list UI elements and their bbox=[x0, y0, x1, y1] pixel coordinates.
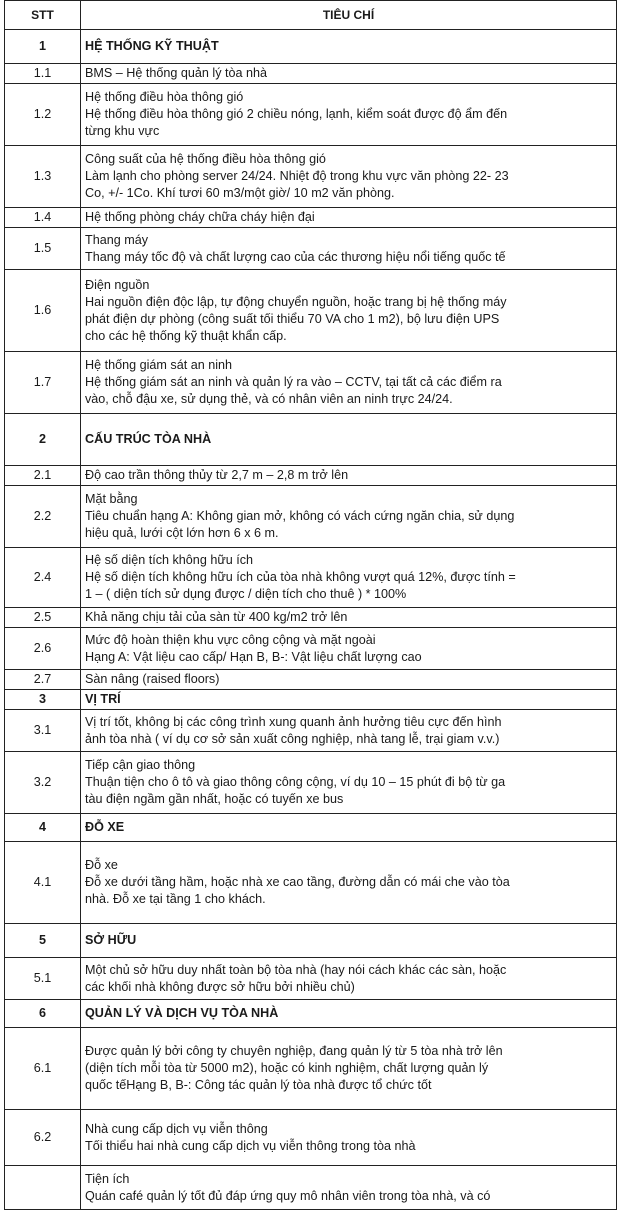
criteria-line: BMS – Hệ thống quản lý tòa nhà bbox=[85, 66, 268, 80]
criteria-table bbox=[4, 0, 617, 1210]
criteria-line: hiệu quả, lưới cột lớn hơn 6 x 6 m. bbox=[85, 526, 279, 540]
criteria-line: Được quản lý bởi công ty chuyên nghiệp, đang quản lý từ 5 tòa nhà trở lên bbox=[85, 1044, 503, 1058]
criteria-line: Hạng A: Vật liệu cao cấp/ Hạn B, B-: Vật liệu chất lượng cao bbox=[85, 649, 422, 664]
table-row bbox=[5, 84, 617, 146]
row-number: 2.1 bbox=[5, 466, 81, 486]
column-header-criteria: TIÊU CHÍ bbox=[81, 1, 617, 30]
criteria-text bbox=[81, 608, 617, 628]
column-header-stt: STT bbox=[5, 1, 81, 30]
table-header-row bbox=[5, 1, 617, 30]
table-row bbox=[5, 352, 617, 414]
row-number: 1.5 bbox=[5, 228, 81, 270]
row-number: 1.6 bbox=[5, 270, 81, 352]
criteria-line: Co, +/- 1Co. Khí tươi 60 m3/một giờ/ 10 m2 văn phòng. bbox=[85, 186, 395, 200]
row-number: 6.1 bbox=[5, 1028, 81, 1110]
row-number: 1.1 bbox=[5, 64, 81, 84]
criteria-line: Hệ số diện tích không hữu ích của tòa nhà không vượt quá 12%, được tính = bbox=[85, 570, 516, 584]
row-number: 4 bbox=[5, 814, 81, 842]
criteria-line: từng khu vực bbox=[85, 124, 160, 138]
section-row bbox=[5, 1000, 617, 1028]
criteria-line: vào, chỗ đậu xe, sử dụng thẻ, và có nhân viên an ninh trực 24/24. bbox=[85, 392, 453, 406]
criteria-text bbox=[81, 84, 617, 146]
criteria-line: HỆ THỐNG KỸ THUẬT bbox=[85, 39, 219, 53]
table-row bbox=[5, 228, 617, 270]
criteria-line: quốc tếHạng B, B-: Công tác quản lý tòa nhà được tổ chức tốt bbox=[85, 1078, 432, 1092]
row-number: 1 bbox=[5, 30, 81, 64]
section-title bbox=[81, 690, 617, 710]
criteria-line: các khối nhà không được sở hữu bởi nhiều chủ) bbox=[85, 979, 355, 994]
table-row bbox=[5, 270, 617, 352]
row-number bbox=[5, 1166, 81, 1210]
criteria-line: nhà. Đỗ xe tại tầng 1 cho khách. bbox=[85, 892, 266, 906]
criteria-line: Nhà cung cấp dịch vụ viễn thông bbox=[85, 1121, 268, 1136]
row-number: 6.2 bbox=[5, 1110, 81, 1166]
row-number: 2.6 bbox=[5, 628, 81, 670]
row-number: 3 bbox=[5, 690, 81, 710]
criteria-line: Mức độ hoàn thiện khu vực công cộng và mặt ngoài bbox=[85, 632, 376, 647]
criteria-line: Tiếp cận giao thông bbox=[85, 758, 196, 772]
criteria-line: Sàn nâng (raised floors) bbox=[85, 672, 220, 686]
table-row bbox=[5, 842, 617, 924]
section-row bbox=[5, 414, 617, 466]
criteria-text bbox=[81, 146, 617, 208]
criteria-line: (diện tích mỗi tòa từ 5000 m2), hoặc có kinh nghiệm, chất lượng quản lý bbox=[85, 1061, 489, 1075]
table-row bbox=[5, 466, 617, 486]
section-title bbox=[81, 1000, 617, 1028]
criteria-line: Hệ số diện tích không hữu ích bbox=[85, 553, 254, 567]
row-number: 1.2 bbox=[5, 84, 81, 146]
criteria-line: Hai nguồn điện độc lập, tự động chuyển nguồn, hoặc trang bị hệ thống máy bbox=[85, 294, 507, 309]
criteria-line: Hệ thống phòng cháy chữa cháy hiện đại bbox=[85, 210, 315, 224]
criteria-line: CẤU TRÚC TÒA NHÀ bbox=[85, 432, 212, 446]
section-title bbox=[81, 814, 617, 842]
criteria-line: Hệ thống giám sát an ninh bbox=[85, 358, 233, 372]
criteria-line: Vị trí tốt, không bị các công trình xung quanh ảnh hưởng tiêu cực đến hình bbox=[85, 714, 502, 729]
table-row bbox=[5, 208, 617, 228]
table-row bbox=[5, 752, 617, 814]
section-title bbox=[81, 924, 617, 958]
row-number: 1.7 bbox=[5, 352, 81, 414]
criteria-line: Thuận tiện cho ô tô và giao thông công cộng, ví dụ 10 – 15 phút đi bộ từ ga bbox=[85, 775, 506, 789]
row-number: 4.1 bbox=[5, 842, 81, 924]
criteria-line: Một chủ sở hữu duy nhất toàn bộ tòa nhà (hay nói cách khác các sàn, hoặc bbox=[85, 962, 507, 977]
criteria-line: Làm lạnh cho phòng server 24/24. Nhiệt độ trong khu vực văn phòng 22- 23 bbox=[85, 169, 509, 183]
criteria-text bbox=[81, 842, 617, 924]
row-number: 3.2 bbox=[5, 752, 81, 814]
section-row bbox=[5, 30, 617, 64]
criteria-line: cho các hệ thống kỹ thuật khẩn cấp. bbox=[85, 328, 287, 343]
criteria-line: Hệ thống giám sát an ninh và quản lý ra vào – CCTV, tại tất cả các điểm ra bbox=[85, 375, 502, 389]
row-number: 1.4 bbox=[5, 208, 81, 228]
criteria-line: Tối thiểu hai nhà cung cấp dịch vụ viễn thông trong tòa nhà bbox=[85, 1138, 416, 1153]
criteria-line: tàu điện ngầm gần nhất, hoặc có tuyến xe bus bbox=[85, 792, 344, 806]
section-row bbox=[5, 814, 617, 842]
criteria-line: Tiêu chuẩn hạng A: Không gian mở, không có vách cứng ngăn chia, sử dụng bbox=[85, 509, 515, 523]
criteria-line: Điện nguồn bbox=[85, 277, 150, 292]
criteria-line: VỊ TRÍ bbox=[85, 692, 121, 706]
criteria-text bbox=[81, 270, 617, 352]
criteria-line: Độ cao trần thông thủy từ 2,7 m – 2,8 m trở lên bbox=[85, 468, 349, 482]
criteria-text bbox=[81, 228, 617, 270]
criteria-text bbox=[81, 628, 617, 670]
section-row bbox=[5, 690, 617, 710]
table-row bbox=[5, 146, 617, 208]
criteria-line: phát điện dự phòng (công suất tối thiểu 70 VA cho 1 m2), bộ lưu điện UPS bbox=[85, 311, 500, 326]
criteria-line: ảnh tòa nhà ( ví dụ cơ sở sản xuất công nghiệp, nhà tang lễ, trại giam v.v.) bbox=[85, 731, 500, 746]
row-number: 2 bbox=[5, 414, 81, 466]
criteria-text bbox=[81, 1110, 617, 1166]
row-number: 5.1 bbox=[5, 958, 81, 1000]
criteria-text bbox=[81, 548, 617, 608]
row-number: 2.4 bbox=[5, 548, 81, 608]
criteria-line: Mặt bằng bbox=[85, 492, 138, 506]
criteria-text bbox=[81, 958, 617, 1000]
criteria-line: Tiện ích bbox=[85, 1171, 130, 1186]
table-row bbox=[5, 548, 617, 608]
criteria-text bbox=[81, 486, 617, 548]
table-row bbox=[5, 628, 617, 670]
criteria-line: Khả năng chịu tải của sàn từ 400 kg/m2 trở lên bbox=[85, 610, 348, 624]
row-number: 6 bbox=[5, 1000, 81, 1028]
criteria-text bbox=[81, 352, 617, 414]
table-row bbox=[5, 64, 617, 84]
criteria-line: Thang máy bbox=[85, 232, 148, 247]
row-number: 2.5 bbox=[5, 608, 81, 628]
row-number: 2.7 bbox=[5, 670, 81, 690]
criteria-line: Thang máy tốc độ và chất lượng cao của các thương hiệu nổi tiếng quốc tế bbox=[85, 249, 506, 264]
criteria-text bbox=[81, 1166, 617, 1210]
table-row bbox=[5, 670, 617, 690]
section-title bbox=[81, 414, 617, 466]
criteria-line: Quán café quản lý tốt đủ đáp ứng quy mô nhân viên trong tòa nhà, và có bbox=[85, 1188, 491, 1203]
criteria-text bbox=[81, 752, 617, 814]
row-number: 2.2 bbox=[5, 486, 81, 548]
criteria-line: Hệ thống điều hòa thông gió 2 chiều nóng, lạnh, kiểm soát được độ ẩm đến bbox=[85, 107, 508, 121]
criteria-line: Đỗ xe bbox=[85, 858, 118, 872]
table-row bbox=[5, 486, 617, 548]
criteria-text bbox=[81, 1028, 617, 1110]
row-number: 5 bbox=[5, 924, 81, 958]
criteria-line: QUẢN LÝ VÀ DỊCH VỤ TÒA NHÀ bbox=[85, 1006, 279, 1020]
criteria-line: Đỗ xe dưới tầng hầm, hoặc nhà xe cao tầng, đường dẫn có mái che vào tòa bbox=[85, 875, 510, 889]
row-number: 3.1 bbox=[5, 710, 81, 752]
criteria-line: 1 – ( diện tích sử dụng được / diện tích cho thuê ) * 100% bbox=[85, 587, 407, 601]
table-row bbox=[5, 1110, 617, 1166]
row-number: 1.3 bbox=[5, 146, 81, 208]
criteria-text bbox=[81, 208, 617, 228]
criteria-line: ĐỖ XE bbox=[85, 820, 125, 834]
table-body bbox=[5, 30, 617, 1210]
criteria-text bbox=[81, 64, 617, 84]
table-row bbox=[5, 608, 617, 628]
table-row bbox=[5, 958, 617, 1000]
criteria-text bbox=[81, 466, 617, 486]
table-row bbox=[5, 1166, 617, 1210]
criteria-text bbox=[81, 710, 617, 752]
criteria-text bbox=[81, 670, 617, 690]
table-row bbox=[5, 710, 617, 752]
criteria-line: Hệ thống điều hòa thông gió bbox=[85, 90, 244, 104]
table-row bbox=[5, 1028, 617, 1110]
criteria-line: Công suất của hệ thống điều hòa thông gió bbox=[85, 152, 326, 166]
section-row bbox=[5, 924, 617, 958]
section-title bbox=[81, 30, 617, 64]
criteria-line: SỞ HỮU bbox=[85, 933, 137, 947]
